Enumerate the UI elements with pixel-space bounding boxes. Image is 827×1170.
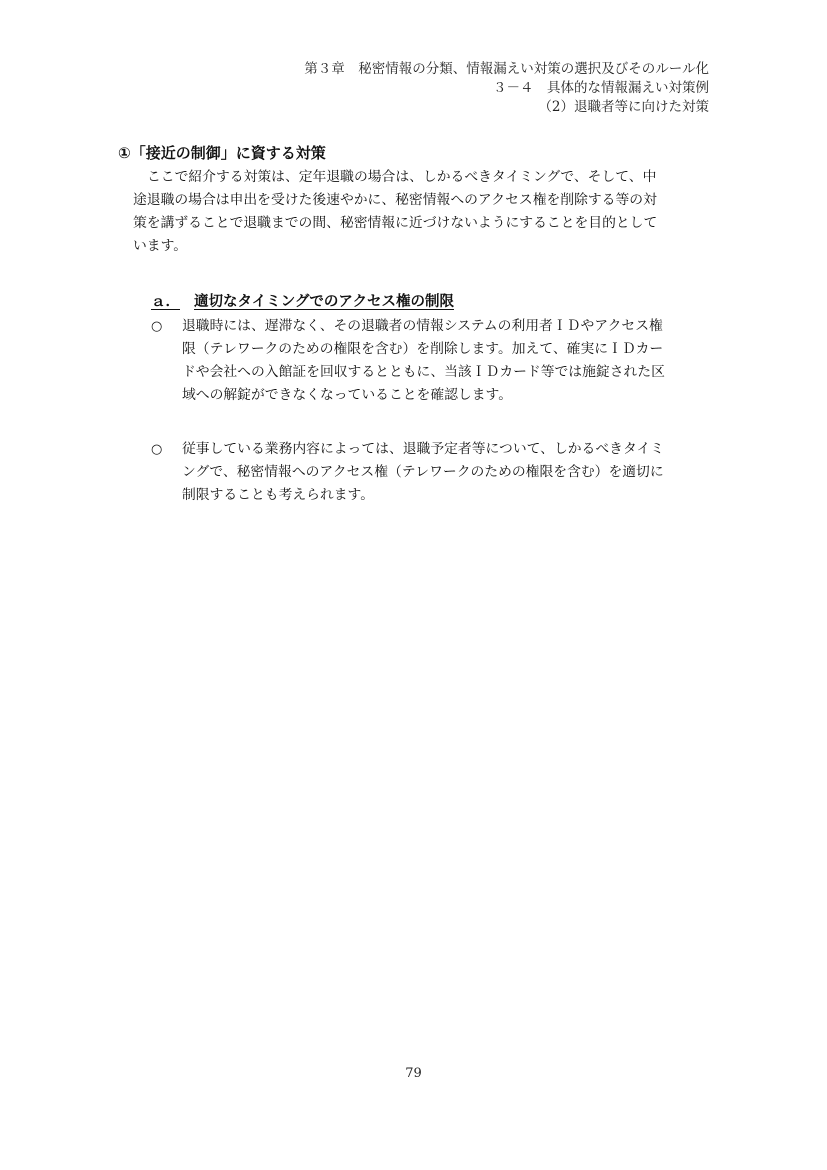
paragraph-line: ここで紹介する対策は、定年退職の場合は、しかるべきタイミングで、そして、中 xyxy=(147,169,657,185)
paragraph-line: 策を講ずることで退職までの間、秘密情報に近づけないようにすることを目的として xyxy=(133,215,658,231)
intro-paragraph xyxy=(133,166,709,258)
paragraph-line: います。 xyxy=(133,238,188,254)
bullet-line: ドや会社への入館証を回収するとともに、当該ＩＤカード等では施錠された区 xyxy=(182,364,665,380)
header-section-line: ３－４ 具体的な情報漏えい対策例 xyxy=(493,80,709,96)
subsection-heading xyxy=(151,292,454,312)
bullet-line: ングで、秘密情報へのアクセス権（テレワークのための権限を含む）を適切に xyxy=(182,464,664,480)
bullet-line: 限（テレワークのための権限を含む）を削除します。加えて、確実にＩＤカー xyxy=(182,341,664,357)
bullet-circle-icon: ○ xyxy=(151,442,163,457)
bullet-line: 域への解錠ができなくなっていることを確認します。 xyxy=(182,387,513,403)
paragraph-line: 途退職の場合は申出を受けた後速やかに、秘密情報へのアクセス権を削除する等の対 xyxy=(133,192,657,208)
page-number: 79 xyxy=(405,1066,422,1081)
bullet-item xyxy=(151,315,711,407)
bullet-item xyxy=(151,438,711,507)
subsection-title: 適切なタイミングでのアクセス権の制限 xyxy=(194,294,454,310)
header-chapter-line: 第３章 秘密情報の分類、情報漏えい対策の選択及びそのルール化 xyxy=(304,61,709,77)
bullet-line: 制限することも考えられます。 xyxy=(182,487,375,503)
running-header xyxy=(304,60,709,117)
header-subsection-line: （2）退職者等に向けた対策 xyxy=(538,99,709,115)
bullet-circle-icon: ○ xyxy=(151,319,163,334)
bullet-line: 退職時には、遅滞なく、その退職者の情報システムの利用者ＩＤやアクセス権 xyxy=(182,318,663,334)
bullet-line: 従事している業務内容によっては、退職予定者等について、しかるべきタイミ xyxy=(182,441,665,457)
section-heading: ①「接近の制御」に資する対策 xyxy=(118,144,326,162)
subsection-label: ａ． xyxy=(151,294,180,310)
